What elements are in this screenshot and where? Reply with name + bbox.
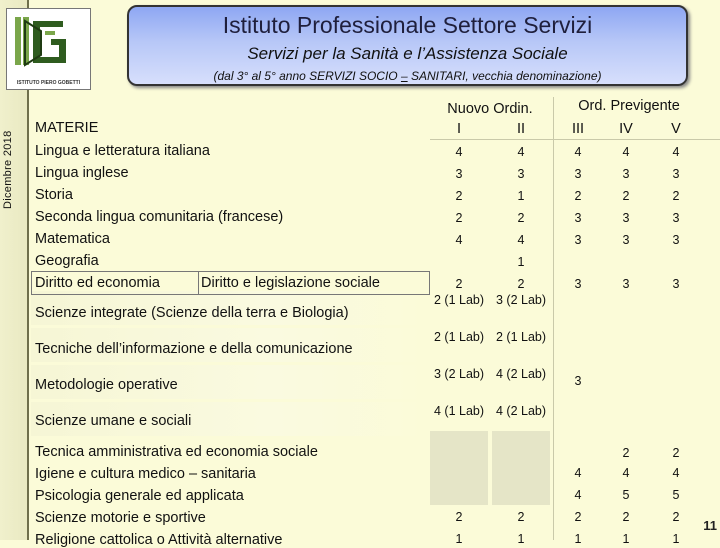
hours-cell-r15-y1: 1: [455, 532, 463, 546]
hours-cell-r14-y2: 2: [517, 510, 525, 524]
hours-cell-r9-y2: 4 (2 Lab): [495, 367, 547, 381]
hours-cell-r4-y3: 3: [574, 233, 582, 247]
hours-cell-r0-y5: 4: [672, 145, 680, 159]
hours-grid: [430, 97, 720, 546]
hours-cell-r11-y5: 2: [672, 446, 680, 460]
page-note: [129, 69, 686, 83]
hours-cell-r6-y3: 3: [574, 277, 582, 291]
hours-cell-r14-y5: 2: [672, 510, 680, 524]
hours-cell-r3-y3: 3: [574, 211, 582, 225]
hours-cell-r15-y4: 1: [622, 532, 630, 546]
hours-cell-r15-y3: 1: [574, 532, 582, 546]
page-title: Istituto Professionale Settore Servizi: [222, 12, 593, 38]
hours-cell-r0-y3: 4: [574, 145, 582, 159]
subjects-panel: [31, 97, 429, 548]
year-header-1: I: [456, 121, 462, 137]
hours-cell-r1-y2: 3: [517, 167, 525, 181]
hours-cell-r0-y4: 4: [622, 145, 630, 159]
subject-french: Seconda lingua comunitaria (francese): [35, 209, 284, 225]
empty-block-year-1: [430, 431, 488, 505]
year-header-2: II: [516, 121, 526, 137]
sidebar-date: Dicembre 2018: [2, 130, 14, 210]
subject-physical-education: Scienze motorie e sportive: [35, 510, 206, 526]
hours-cell-r8-y2: 2 (1 Lab): [495, 330, 547, 344]
hours-cell-r6-y2: 2: [517, 277, 525, 291]
logo-mark-icon: [7, 9, 90, 81]
hours-cell-r6-y1: 2: [455, 277, 463, 291]
subject-psychology: Psicologia generale ed applicata: [35, 488, 244, 504]
subject-hygiene: Igiene e cultura medico – sanitaria: [35, 466, 256, 482]
subject-integrated-sciences: Scienze integrate (Scienze della terra e Biologia): [35, 305, 349, 321]
subject-math: Matematica: [35, 231, 110, 247]
hours-cell-r2-y2: 1: [517, 189, 525, 203]
hours-cell-r0-y1: 4: [455, 145, 463, 159]
hours-cell-r10-y1: 4 (1 Lab): [433, 404, 485, 418]
note-text-end: SANITARI, vecchia denominazione): [407, 69, 602, 83]
hours-cell-r4-y1: 4: [455, 233, 463, 247]
year-header-3: III: [571, 121, 585, 137]
logo-caption: ISTITUTO PIERO GOBETTI: [16, 80, 81, 86]
year-header-5: V: [671, 121, 681, 137]
hours-cell-r7-y1: 2 (1 Lab): [433, 293, 485, 307]
hours-cell-r13-y4: 5: [622, 488, 630, 502]
hours-cell-r12-y5: 4: [672, 466, 680, 480]
hours-cell-r14-y1: 2: [455, 510, 463, 524]
hours-cell-r5-y2: 1: [517, 255, 525, 269]
hours-cell-r3-y2: 2: [517, 211, 525, 225]
hours-cell-r15-y2: 1: [517, 532, 525, 546]
subjects-header: MATERIE: [35, 120, 99, 136]
empty-block-year-2: [492, 431, 550, 505]
hours-cell-r1-y5: 3: [672, 167, 680, 181]
hours-cell-r6-y4: 3: [622, 277, 630, 291]
hours-cell-r2-y4: 2: [622, 189, 630, 203]
hours-cell-r13-y5: 5: [672, 488, 680, 502]
hours-cell-r3-y5: 3: [672, 211, 680, 225]
group-header-new: Nuovo Ordin.: [447, 101, 533, 117]
hours-cell-r12-y3: 4: [574, 466, 582, 480]
hours-cell-r12-y4: 4: [622, 466, 630, 480]
hours-cell-r3-y4: 3: [622, 211, 630, 225]
hours-cell-r1-y3: 3: [574, 167, 582, 181]
hours-cell-r9-y1: 3 (2 Lab): [433, 367, 485, 381]
hours-cell-r4-y5: 3: [672, 233, 680, 247]
law-row-divider: [198, 272, 199, 294]
note-dash: –: [400, 69, 408, 83]
hours-cell-r0-y2: 4: [517, 145, 525, 159]
hours-cell-r9-y3: 3: [574, 374, 582, 388]
hours-cell-r2-y3: 2: [574, 189, 582, 203]
hours-cell-r7-y2: 3 (2 Lab): [495, 293, 547, 307]
year-header-4: IV: [619, 121, 633, 137]
hours-cell-r2-y5: 2: [672, 189, 680, 203]
hours-cell-r10-y2: 4 (2 Lab): [495, 404, 547, 418]
hours-cell-r3-y1: 2: [455, 211, 463, 225]
page-number: 11: [703, 518, 717, 533]
hours-cell-r4-y4: 3: [622, 233, 630, 247]
group-header-old: Ord. Previgente: [578, 98, 680, 114]
hours-cell-r2-y1: 2: [455, 189, 463, 203]
hours-cell-r6-y5: 3: [672, 277, 680, 291]
page-subtitle: Servizi per la Sanità e l’Assistenza Sociale: [247, 44, 568, 63]
hours-cell-r1-y1: 3: [455, 167, 463, 181]
subject-operative-methods: Metodologie operative: [35, 377, 178, 393]
title-banner: [127, 5, 688, 86]
hours-cell-r1-y4: 3: [622, 167, 630, 181]
hours-cell-r14-y4: 2: [622, 510, 630, 524]
school-logo: [6, 8, 91, 90]
subject-administrative: Tecnica amministrativa ed economia sociale: [35, 444, 318, 460]
subject-history: Storia: [35, 187, 73, 203]
subject-italian: Lingua e letteratura italiana: [35, 143, 210, 159]
grid-line-header: [430, 139, 720, 140]
subject-human-sciences: Scienze umane e sociali: [35, 413, 192, 429]
subject-law-economics: Diritto ed economia: [35, 275, 160, 291]
subject-religion: Religione cattolica o Attività alternative: [35, 532, 283, 548]
subject-english: Lingua inglese: [35, 165, 129, 181]
subject-social-law: Diritto e legislazione sociale: [201, 275, 380, 291]
note-text-start: (dal 3° al 5° anno SERVIZI SOCIO: [213, 69, 401, 83]
subject-geography: Geografia: [35, 253, 99, 269]
hours-cell-r8-y1: 2 (1 Lab): [433, 330, 485, 344]
hours-cell-r14-y3: 2: [574, 510, 582, 524]
hours-cell-r13-y3: 4: [574, 488, 582, 502]
hours-cell-r11-y4: 2: [622, 446, 630, 460]
hours-cell-r15-y5: 1: [672, 532, 680, 546]
hours-cell-r4-y2: 4: [517, 233, 525, 247]
subject-ict: Tecniche dell’informazione e della comunicazione: [35, 341, 353, 357]
